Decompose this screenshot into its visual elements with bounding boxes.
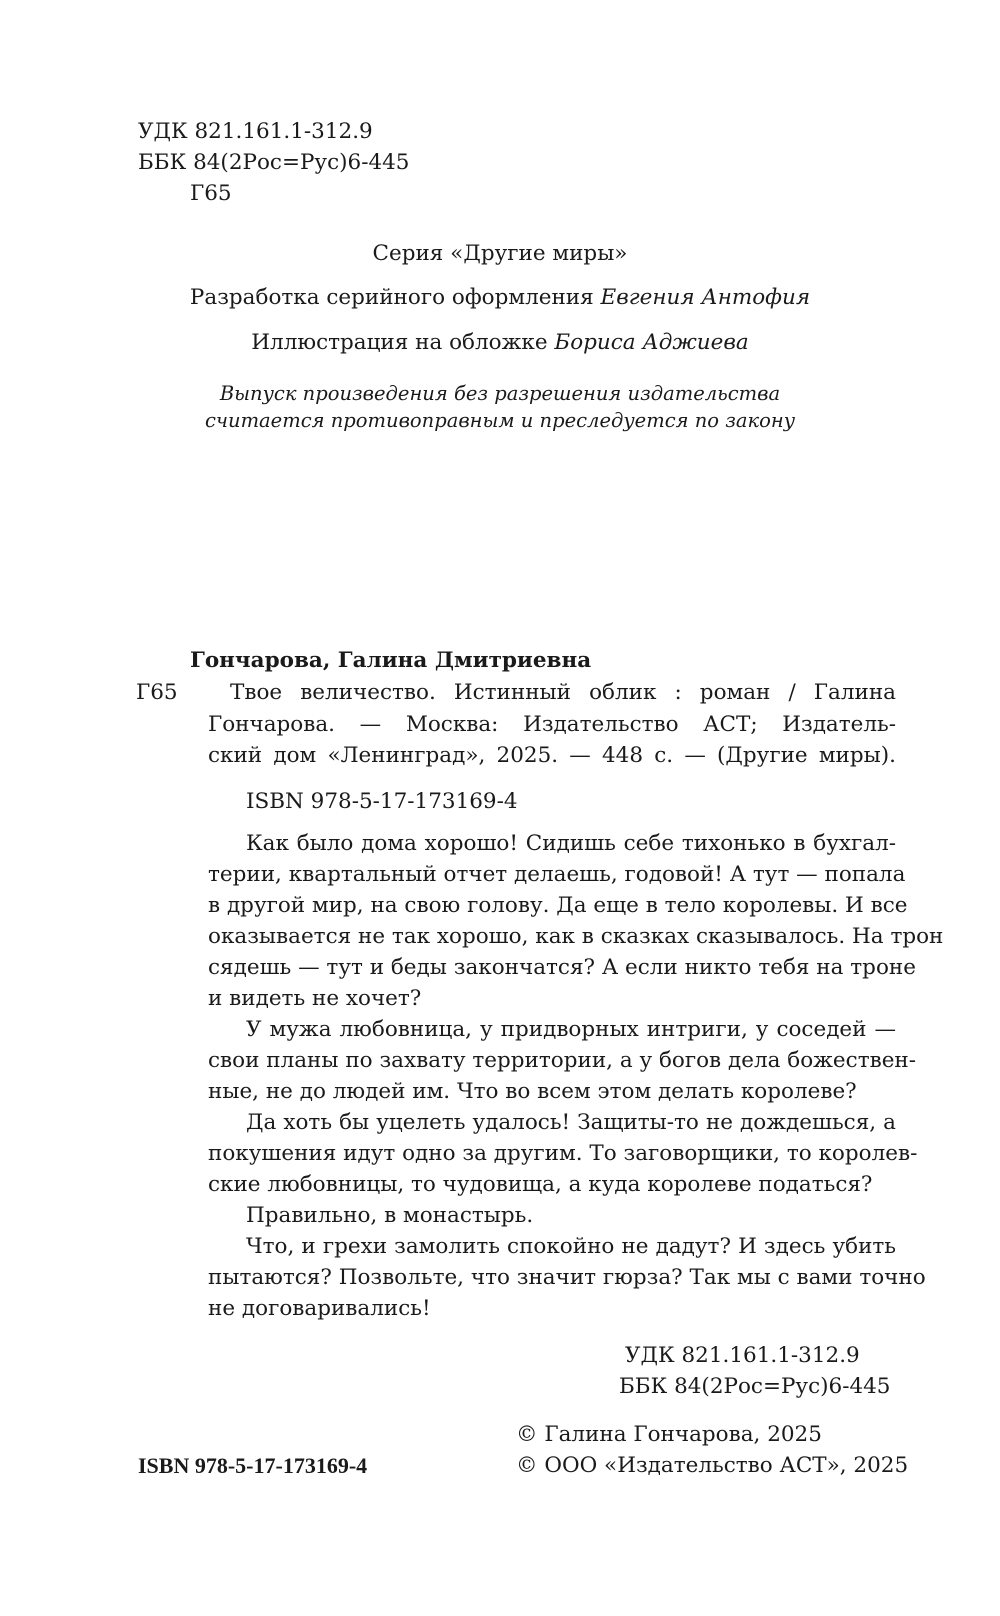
bib-line: Гончарова. — Москва: Издательство АСТ; Издатель- — [208, 712, 896, 737]
catalog-author-sign: Г65 — [136, 680, 178, 705]
annotation-line: оказывается не так хорошо, как в сказках сказывалось. На трон — [208, 924, 944, 949]
annotation-line: Правильно, в монастырь. — [246, 1203, 534, 1228]
copyright-author: © Галина Гончарова, 2025 — [516, 1422, 822, 1447]
annotation-line: и видеть не хочет? — [208, 986, 422, 1011]
bbk-code: ББК 84(2Рос=Рус)6-445 — [138, 150, 410, 175]
annotation-line: терии, квартальный отчет делаешь, годовой! А тут — попала — [208, 862, 906, 887]
illustration-credit — [0, 329, 1000, 357]
series-title: Серия «Другие миры» — [372, 241, 628, 266]
bib-line: Твое величество. Истинный облик : роман / Галина — [230, 680, 896, 705]
footer-isbn: ISBN 978-5-17-173169-4 — [138, 1453, 368, 1478]
annotation-line: У мужа любовница, у придворных интриги, у соседей — — [246, 1017, 896, 1042]
bib-line: ский дом «Ленинград», 2025. — 448 с. — (Другие миры). — [208, 743, 896, 768]
author-sign: Г65 — [190, 181, 232, 206]
catalog-author-heading: Гончарова, Галина Дмитриевна — [190, 648, 592, 673]
illustration-credit-prefix: Иллюстрация на обложке — [251, 330, 548, 355]
design-credit — [0, 284, 1000, 312]
design-credit-name: Евгения Антофия — [600, 285, 811, 310]
copyright-publisher: © ООО «Издательство АСТ», 2025 — [516, 1453, 909, 1478]
annotation-line: покушения идут одно за другим. То заговорщики, то королев- — [208, 1141, 918, 1166]
illustration-credit-name: Бориса Аджиева — [554, 330, 749, 355]
annotation-line: ные, не до людей им. Что во всем этом делать королеве? — [208, 1079, 857, 1104]
annotation-line: Что, и грехи замолить спокойно не дадут? И здесь убить — [246, 1234, 896, 1259]
annotation-line: Как было дома хорошо! Сидишь себе тихонько в бухгал- — [246, 831, 896, 856]
annotation-line: пытаются? Позвольте, что значит гюрза? Так мы с вами точно — [208, 1265, 926, 1290]
udk-code: УДК 821.161.1-312.9 — [138, 119, 373, 144]
footer-udk: УДК 821.161.1-312.9 — [625, 1343, 860, 1368]
annotation-line: сядешь — тут и беды закончатся? А если никто тебя на троне — [208, 955, 916, 980]
annotation-line: свои планы по захвату территории, а у богов дела божествен- — [208, 1048, 917, 1073]
notice-line-1: Выпуск произведения без разрешения издательства — [219, 382, 781, 405]
annotation-line: Да хоть бы уцелеть удалось! Защиты-то не дождешься, а — [246, 1110, 896, 1135]
footer-bbk: ББК 84(2Рос=Рус)6-445 — [619, 1374, 891, 1399]
annotation-line: не договаривались! — [208, 1296, 431, 1321]
catalog-isbn: ISBN 978-5-17-173169-4 — [246, 789, 518, 814]
design-credit-prefix: Разработка серийного оформления — [189, 285, 594, 310]
annotation-line: ские любовницы, то чудовища, а куда королеве податься? — [208, 1172, 873, 1197]
notice-line-2: считается противоправным и преследуется по закону — [204, 409, 796, 432]
annotation-line: в другой мир, на свою голову. Да еще в тело королевы. И все — [208, 893, 908, 918]
